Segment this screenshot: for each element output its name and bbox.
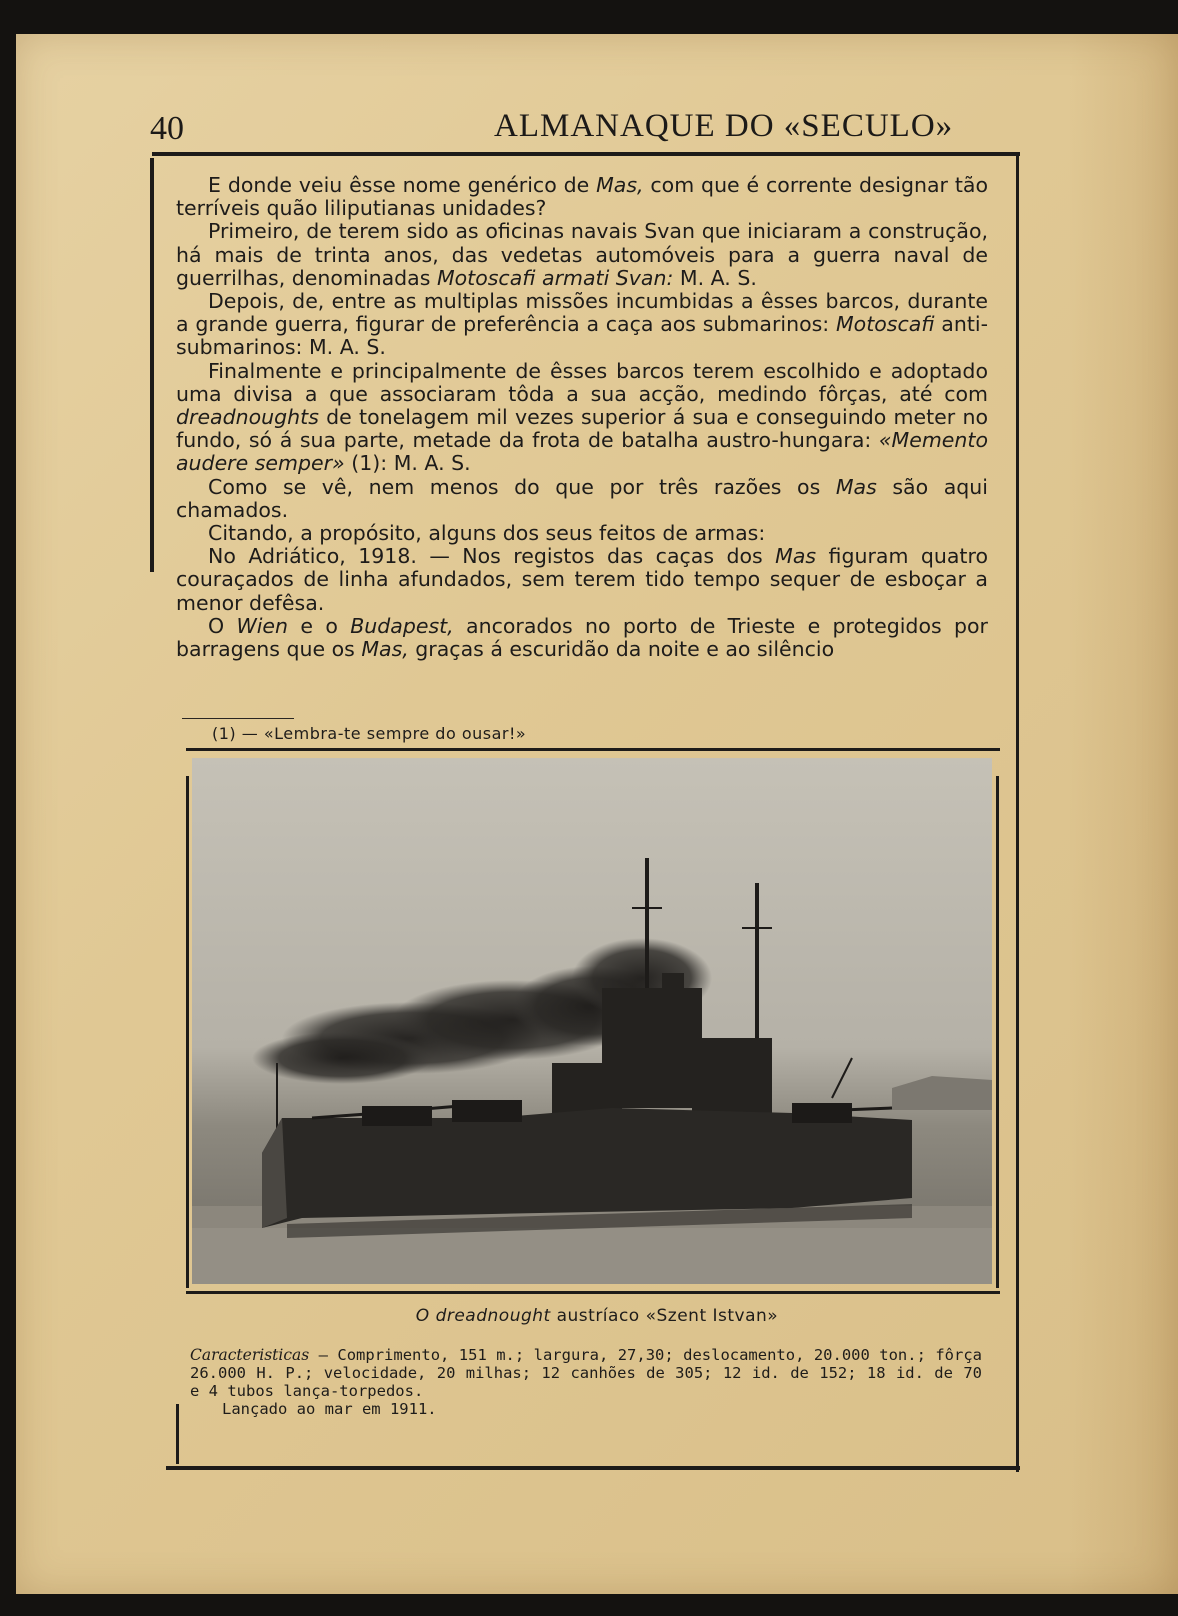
footnote: (1) — «Lembra-te sempre do ousar!» <box>212 724 527 743</box>
paragraph-1: E donde veiu êsse nome genérico de Mas, com que é corrente designar tão terríveis quão liliputianas unidades? <box>176 173 988 221</box>
ship-specifications <box>190 1346 982 1418</box>
top-rule <box>152 152 1020 156</box>
paragraph-2: Primeiro, de terem sido as oficinas navais Svan que iniciaram a construção, há mais de trinta anos, das vedetas automóveis para a guerra naval de guerrilhas, denominadas Motoscafi armati Svan: M. A. S. <box>176 219 988 290</box>
launch-date: Lançado ao mar em 1911. <box>222 1400 437 1418</box>
photo-frame-right <box>996 776 999 1288</box>
left-rule-lower <box>176 1404 179 1464</box>
specs-paragraph: Caracteristicas — Comprimento, 151 m.; largura, 27,30; deslocamento, 20.000 ton.; fôrça 26.000 H. P.; velocidade, 20 milhas; 12 canhões de 305; 12 id. de 152; 18 id. de 70 e 4 tubos lança-torpedos. <box>190 1346 982 1400</box>
battleship-illustration <box>192 758 992 1284</box>
page-edge-shading <box>1068 34 1178 1594</box>
right-rule <box>1016 156 1019 1472</box>
page-number: 40 <box>150 110 184 147</box>
battleship-photo <box>192 758 992 1284</box>
paragraph-8: O Wien e o Budapest, ancorados no porto de Trieste e protegidos por barragens que os Mas, graças á escuridão da noite e ao silêncio <box>176 613 988 662</box>
footnote-rule <box>182 718 294 719</box>
shore-silhouette <box>892 1076 992 1110</box>
paragraph-3: Depois, de, entre as multiplas missões incumbidas a êsses barcos, durante a grande guerra, figurar de preferência a caça aos submarinos: Motoscafi anti-submarinos: M. A. S. <box>176 289 988 360</box>
photo-caption: O dreadnought austríaco «Szent Istvan» <box>415 1306 779 1326</box>
almanac-page <box>16 34 1178 1594</box>
bottom-rule <box>166 1466 1020 1470</box>
paragraph-7: No Adriático, 1918. — Nos registos das caças dos Mas figuram quatro couraçados de linha afundados, sem terem tido tempo sequer de esboçar a menor defêsa. <box>176 544 988 615</box>
specs-label: Caracteristicas <box>190 1346 310 1364</box>
photo-frame-left <box>186 776 189 1288</box>
paragraph-6: Citando, a propósito, alguns dos seus feitos de armas: <box>208 521 766 546</box>
paragraph-5: Como se vê, nem menos do que por três razões os Mas são aqui chamados. <box>176 474 988 522</box>
article-body <box>176 174 988 661</box>
running-title: ALMANAQUE DO «SECULO» <box>494 108 954 144</box>
left-rule <box>150 158 154 572</box>
paragraph-4: Finalmente e principalmente de êsses barcos terem escolhido e adoptado uma divisa a que associaram tôda a sua acção, medindo fôrças, até com dreadnoughts de tonelagem mil vezes superior á sua e conseguindo meter no fundo, só á sua parte, metade da frota de batalha austro-hungara: «Memento audere semper» (1): M. A. S. <box>176 358 988 476</box>
